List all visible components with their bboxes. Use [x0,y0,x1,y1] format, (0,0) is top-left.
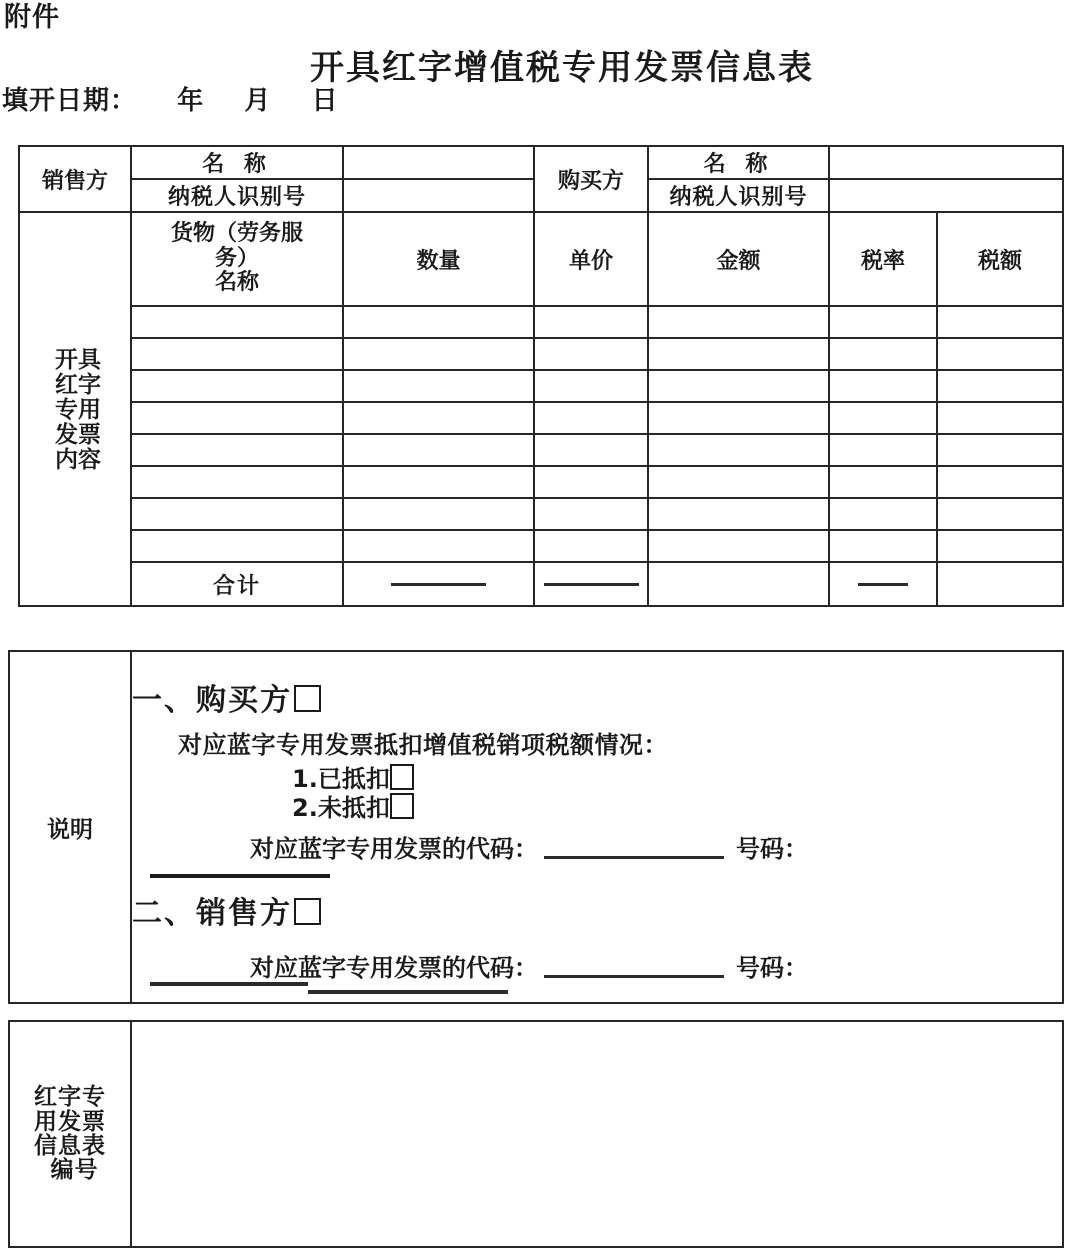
cell-unit-price[interactable] [534,466,648,498]
main-form-table [18,145,1064,607]
cell-goods-name[interactable] [131,402,343,434]
cell-goods-name[interactable] [131,370,343,402]
cell-amount[interactable] [648,338,829,370]
serial-label-line-1: 红字专 [34,1084,106,1111]
notes-row [9,651,1063,1003]
option-not-deducted [292,793,1062,821]
cell-quantity[interactable] [343,402,534,434]
cell-tax-amount[interactable] [937,498,1063,530]
notes-item-two-heading [132,888,1062,932]
total-tax-rate [829,562,937,606]
cell-quantity[interactable] [343,306,534,338]
cell-amount[interactable] [648,498,829,530]
buyer-name-label: 名 称 [648,146,829,179]
serial-label-cell [9,1021,131,1247]
cell-quantity[interactable] [343,498,534,530]
vertical-label-col-right: 具字用票容 [74,346,100,472]
seller-tin-label: 纳税人识别号 [131,179,343,212]
fill-date-line: 填开日期： 年 月 日 [2,86,339,116]
notes-deduction-options [292,764,1062,821]
serial-table [8,1020,1064,1248]
cell-unit-price[interactable] [534,338,648,370]
cell-tax-amount[interactable] [937,306,1063,338]
cell-goods-name[interactable] [131,338,343,370]
table-row-total [19,562,1063,606]
buyer-name-input[interactable] [829,146,1063,179]
total-quantity [343,562,534,606]
divider-line [150,874,330,878]
cell-tax-amount[interactable] [937,434,1063,466]
notes-label: 说明 [9,651,131,1003]
goods-head-line-3: 名称 [214,270,259,296]
option-already-deducted-label: 1.已抵扣 [292,765,390,794]
cell-goods-name[interactable] [131,434,343,466]
table-row [19,402,1063,434]
goods-head-line-1: 货物（劳务服 [170,221,303,247]
column-header-tax-rate: 税率 [829,212,937,306]
column-header-unit-price: 单价 [534,212,648,306]
column-header-goods-name [131,212,343,306]
total-label: 合计 [131,562,343,606]
total-amount[interactable] [648,562,829,606]
cell-amount[interactable] [648,306,829,338]
table-row [19,434,1063,466]
cell-tax-rate[interactable] [829,530,937,562]
item-two-code-input[interactable] [544,955,724,978]
column-header-quantity: 数量 [343,212,534,306]
cell-amount[interactable] [648,434,829,466]
notes-item-one-heading [132,675,1062,719]
cell-unit-price[interactable] [534,370,648,402]
table-row-column-headers [19,212,1063,306]
cell-tax-amount[interactable] [937,466,1063,498]
serial-label-line-4: 编号 [41,1157,99,1184]
item-two-code-label: 对应蓝字专用发票的代码： [250,953,538,982]
serial-row [9,1021,1063,1247]
seller-tin-input[interactable] [343,179,534,212]
notes-table [8,650,1064,1004]
buyer-checkbox[interactable] [294,685,321,712]
cell-tax-rate[interactable] [829,402,937,434]
cell-goods-name[interactable] [131,306,343,338]
buyer-tin-input[interactable] [829,179,1063,212]
cell-unit-price[interactable] [534,434,648,466]
table-row [19,498,1063,530]
cell-amount[interactable] [648,530,829,562]
dash-mark [544,583,639,586]
serial-number-label [34,1085,106,1183]
cell-quantity[interactable] [343,338,534,370]
cell-quantity[interactable] [343,434,534,466]
red-invoice-content-label [19,212,131,606]
cell-tax-amount[interactable] [937,402,1063,434]
dash-mark [858,583,908,586]
item-two-number-label: 号码： [736,953,808,982]
attachment-label: 附件 [4,2,60,33]
column-header-tax-amount: 税额 [937,212,1063,306]
cell-tax-amount[interactable] [937,370,1063,402]
seller-name-input[interactable] [343,146,534,179]
table-row [19,338,1063,370]
cell-unit-price[interactable] [534,498,648,530]
vertical-label-col-left: 开红专发内 [51,346,77,472]
notes-item-two-heading-text: 二、销售方 [132,895,292,931]
cell-amount[interactable] [648,466,829,498]
cell-goods-name[interactable] [131,498,343,530]
item-one-code-label: 对应蓝字专用发票的代码： [250,834,538,863]
notes-item-one-heading-text: 一、购买方 [132,683,292,719]
not-deducted-checkbox[interactable] [390,793,414,819]
table-row [19,466,1063,498]
notes-item-one-subline: 对应蓝字专用发票抵扣增值税销项税额情况： [178,731,668,760]
notes-item-two-code-line [250,948,1062,983]
seller-label: 销售方 [19,146,131,212]
already-deducted-checkbox[interactable] [390,764,414,790]
table-row [19,370,1063,402]
table-row-name [19,146,1063,179]
cell-goods-name[interactable] [131,466,343,498]
cell-tax-rate[interactable] [829,370,937,402]
cell-tax-rate[interactable] [829,338,937,370]
cell-amount[interactable] [648,402,829,434]
table-row [19,306,1063,338]
cell-goods-name[interactable] [131,530,343,562]
total-tax-amount[interactable] [937,562,1063,606]
buyer-label: 购买方 [534,146,648,212]
cell-unit-price[interactable] [534,530,648,562]
cell-quantity[interactable] [343,370,534,402]
serial-number-input[interactable] [131,1021,1063,1247]
cell-unit-price[interactable] [534,402,648,434]
cell-tax-rate[interactable] [829,434,937,466]
total-unit-price [534,562,648,606]
cell-unit-price[interactable] [534,306,648,338]
option-already-deducted [292,764,1062,792]
notes-body [131,651,1063,1003]
seller-checkbox[interactable] [294,898,321,925]
cell-amount[interactable] [648,370,829,402]
item-one-code-input[interactable] [544,836,724,859]
dash-mark [391,583,486,586]
cell-tax-rate[interactable] [829,466,937,498]
option-not-deducted-label: 2.未抵扣 [292,793,390,822]
cell-tax-amount[interactable] [937,338,1063,370]
buyer-tin-label: 纳税人识别号 [648,179,829,212]
page-title: 开具红字增值税专用发票信息表 [310,48,814,88]
cell-quantity[interactable] [343,530,534,562]
cell-tax-amount[interactable] [937,530,1063,562]
tail-underline-right [308,990,508,994]
goods-head-line-2: 务） [214,245,259,271]
column-header-amount: 金额 [648,212,829,306]
item-one-number-label: 号码： [736,834,808,863]
seller-name-label: 名 称 [131,146,343,179]
tail-underline-left [150,982,308,986]
cell-tax-rate[interactable] [829,498,937,530]
cell-quantity[interactable] [343,466,534,498]
serial-label-line-3: 信息表 [34,1133,106,1159]
serial-label-line-2: 用发票 [34,1108,106,1135]
notes-item-one-code-line [250,829,1062,864]
table-row [19,530,1063,562]
cell-tax-rate[interactable] [829,306,937,338]
